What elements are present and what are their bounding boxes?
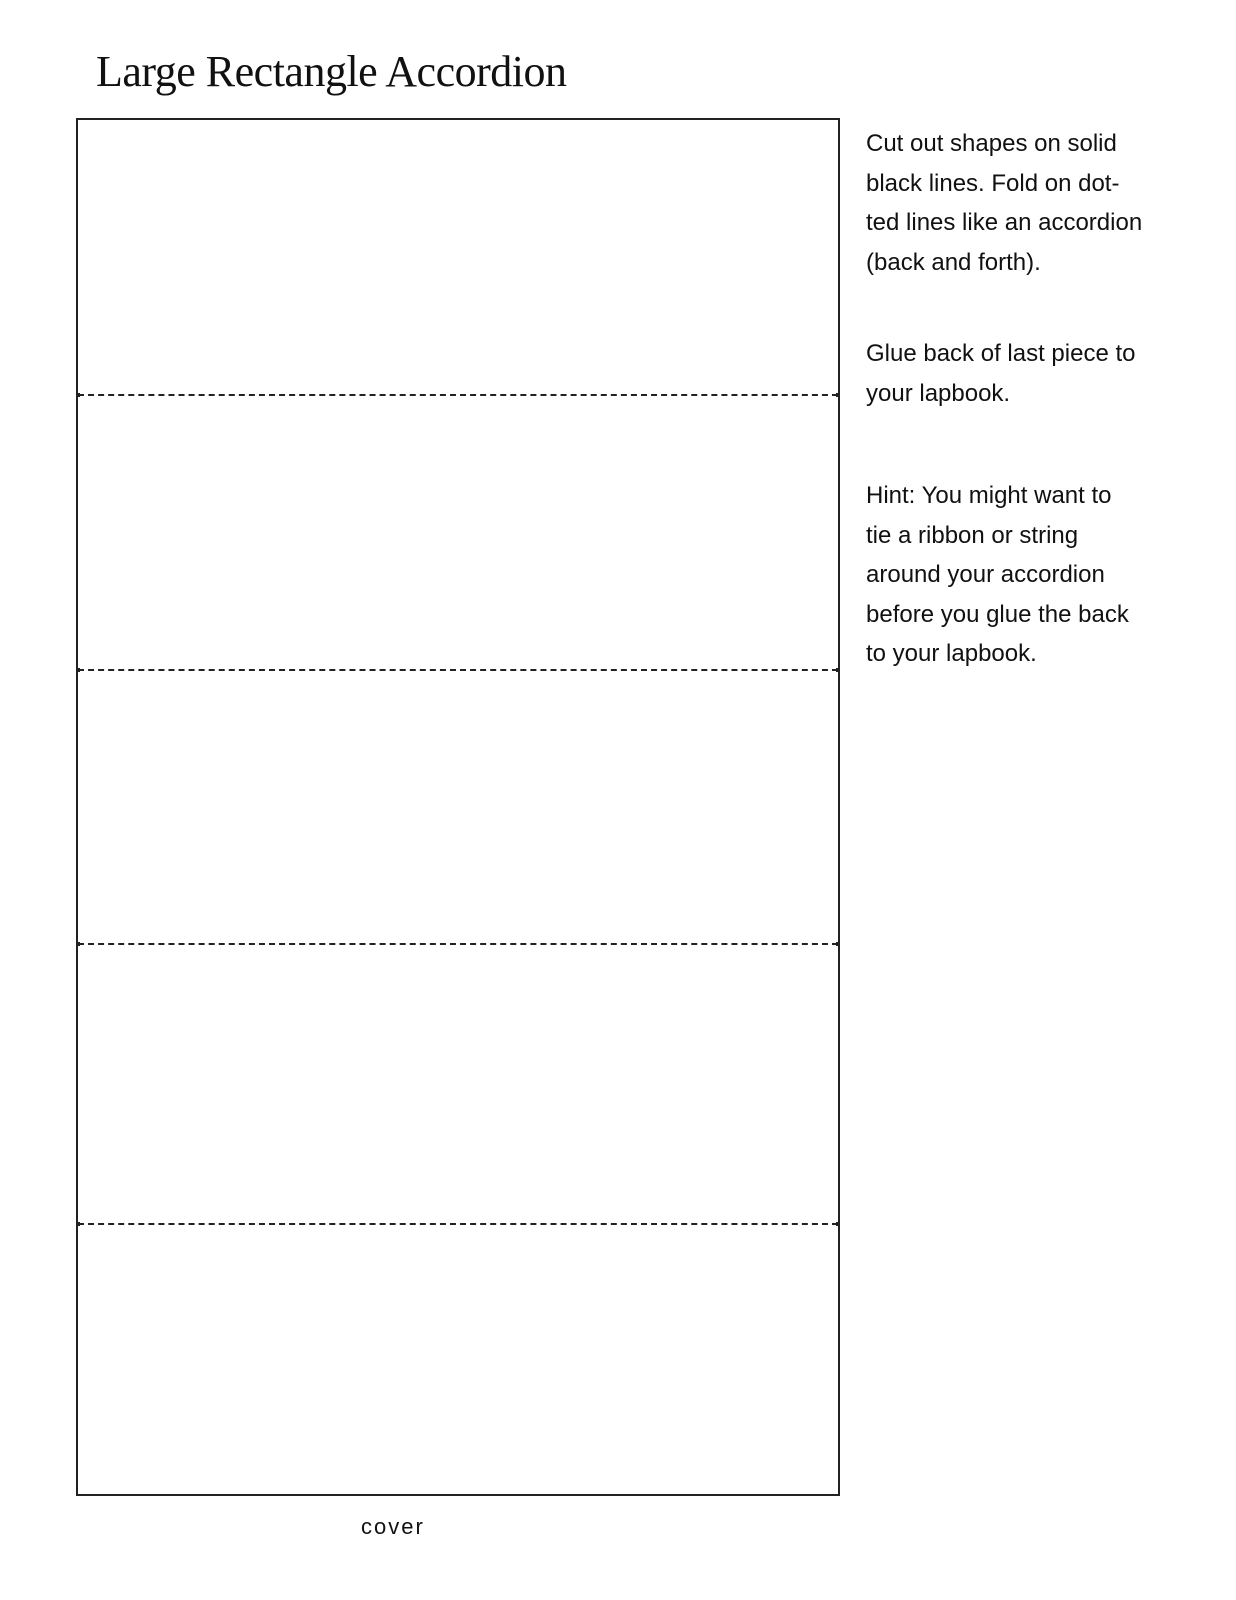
accordion-cutout (76, 118, 840, 1496)
instruction-line: around your accordion (866, 561, 1105, 588)
instruction-line: Cut out shapes on solid (866, 130, 1117, 157)
instruction-line: black lines. Fold on dot- (866, 169, 1120, 197)
fold-line (78, 1223, 838, 1225)
instruction-line: Hint: You might want to (866, 482, 1112, 509)
instruction-line: ted lines like an accordion (866, 209, 1143, 236)
instruction-line: your lapbook. (866, 379, 1011, 407)
page-title: Large Rectangle Accordion (96, 47, 567, 96)
hint-instructions (866, 476, 1228, 674)
instruction-line: tie a ribbon or string (866, 521, 1079, 549)
instruction-line: to your lapbook. (866, 640, 1037, 667)
instruction-line: before you glue the back (866, 600, 1129, 628)
instruction-line: Glue back of last piece to (866, 340, 1136, 367)
fold-line (78, 943, 838, 945)
instructions (866, 124, 1228, 674)
cut-fold-instructions (866, 124, 1228, 282)
cover-label: cover (361, 1514, 425, 1539)
fold-line (78, 394, 838, 396)
glue-instructions (866, 334, 1228, 413)
instruction-line: (back and forth). (866, 248, 1041, 276)
fold-line (78, 669, 838, 671)
